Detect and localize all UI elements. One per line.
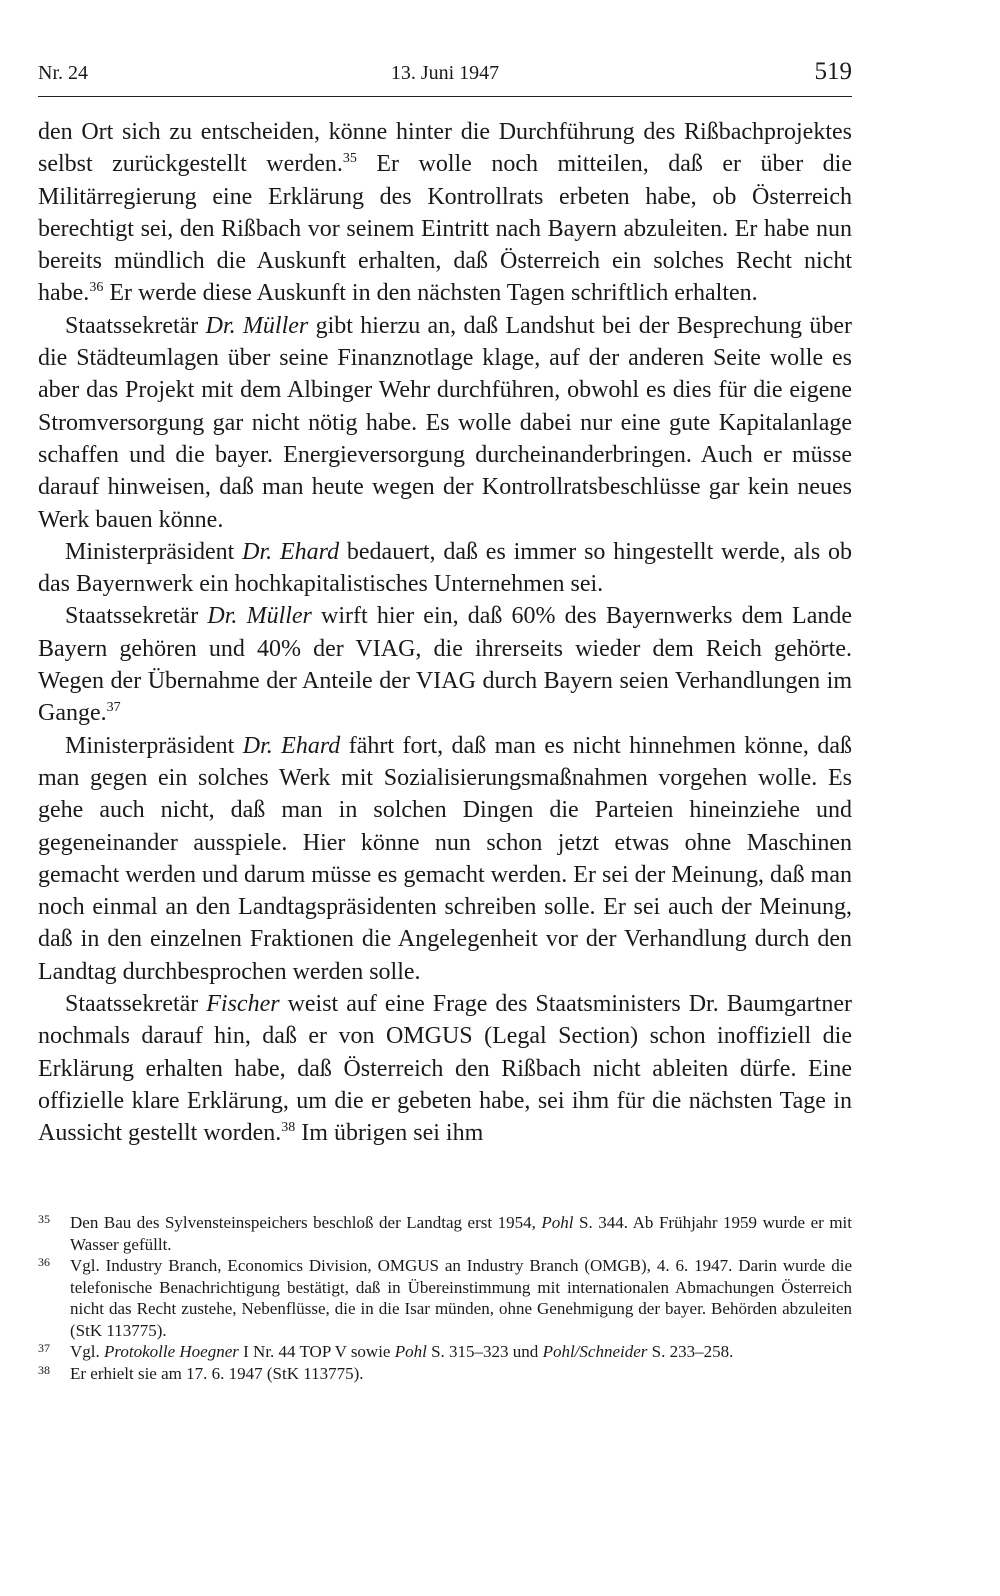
page-header [38,58,852,94]
footnote-35 [38,1212,852,1255]
speaker-name: Dr. Ehard [242,732,341,759]
footnote-36 [38,1255,852,1341]
paragraph-5 [38,730,852,988]
text: Vgl. Industry Branch, Economics Division, OMGUS an Industry Branch (OMGB), 4. 6. 1947. Darin wurde die telefonische Benachrichtigung bestätigt, daß in Übereinstimmung mit internationalen Abmachungen Österreich nicht das Recht zustehe, Nebenflüsse, die in die Isar münden, ohne Genehmigung der bayer. Behörden abzuleiten (StK 113775). [70,1256,852,1340]
speaker-name: Dr. Müller [207,603,312,630]
text: Er erhielt sie am 17. 6. 1947 (StK 113775). [70,1363,364,1383]
text: Staatssekretär [65,991,207,1018]
text: S. 344. Ab Frühjahr 1959 wurde er mit Wasser gefüllt. [70,1213,852,1254]
text: Im übrigen sei ihm [295,1120,484,1147]
footnote-ref-36[interactable]: 36 [89,280,104,296]
text: Er wolle noch mitteilen, daß er über die Militärregierung eine Erklärung des Kontrollrats erbeten habe, ob Österreich berechtigt sei, den Rißbach vor seinem Eintritt nach Bayern abzuleiten. Er habe nun bereits mündlich die Auskunft erhalten, daß Österreich ein solches Recht nicht habe. [38,151,852,307]
text: Staatssekretär [65,312,206,339]
text: S. 233–258. [647,1342,734,1361]
citation-author: Pohl/Schneider [542,1342,648,1361]
paragraph-6 [38,988,852,1149]
citation-author: Pohl [541,1213,574,1232]
footnote-38 [38,1363,852,1385]
text: Ministerpräsident [65,732,243,759]
footnote-37 [38,1341,852,1363]
text: I Nr. 44 TOP V sowie [238,1342,395,1361]
paragraph-4 [38,600,852,729]
citation-author: Pohl [394,1342,427,1361]
footnote-number: 36 [38,1255,50,1269]
footnote-ref-38[interactable]: 38 [281,1120,296,1136]
paragraph-3 [38,536,852,601]
text: Er werde diese Auskunft in den nächsten Tagen schriftlich erhalten. [103,280,758,307]
paragraph-2 [38,310,852,536]
text: weist auf eine Frage des Staatsministers Dr. Baumgartner nochmals darauf hin, daß er von OMGUS (Legal Section) schon inoffiziell die Erklärung erhalten habe, daß Österreich den Rißbach nicht ableiten dürfe. Eine offizielle klare Erklärung, um die er gebeten habe, sei ihm für die nächsten Tage in Aussicht gestellt worden. [38,991,852,1147]
footnote-number: 35 [38,1212,50,1226]
text: bedauert, daß es immer so hingestellt werde, als ob das Bayernwerk ein hochkapitalistisches Unternehmen sei. [38,538,852,598]
citation-title: Protokolle Hoegner [104,1342,239,1361]
text: wirft hier ein, daß 60% des Bayernwerks dem Lande Bayern gehören und 40% der VIAG, die ihrerseits wieder dem Reich gehörte. Wegen der Übernahme der Anteile der VIAG durch Bayern seien Verhandlungen im Gange. [38,603,852,727]
footnote-ref-37[interactable]: 37 [106,700,121,716]
footnote-number: 37 [38,1341,50,1355]
paragraph-1 [38,116,852,310]
text: den Ort sich zu entscheiden, könne hinter die Durchführung des Rißbachprojektes selbst zurückgestellt werden. [38,119,852,178]
text: gibt hierzu an, daß Landshut bei der Besprechung über die Städteumlagen über seine Finanznotlage klage, auf der anderen Seite wolle es aber das Projekt mit dem Albinger Wehr durchführen, obwohl es dies für die eigene Stromversorgung gar nicht nötig habe. Es wolle dabei nur eine gute Kapitalanlage schaffen und die bayer. Energieversorgung durcheinanderbringen. Auch er müsse darauf hinweisen, daß man heute wegen der Kontrollratsbeschlüsse gar kein neues Werk bauen könne. [38,312,852,533]
text: Ministerpräsident [65,538,243,565]
footnote-ref-35[interactable]: 35 [342,151,357,167]
text: S. 315–323 und [426,1342,543,1361]
text: Den Bau des Sylvensteinspeichers beschloß der Landtag erst 1954, [70,1213,542,1232]
page-number: 519 [814,58,852,85]
speaker-name: Dr. Ehard [242,538,340,565]
footnote-number: 38 [38,1362,50,1377]
text: fährt fort, daß man es nicht hinnehmen könne, daß man gegen ein solches Werk mit Sozialisierungsmaßnahmen vorgehen wolle. Es gehe auch nicht, daß man in solchen Dingen die Parteien hineinziehe und gegeneinander ausspiele. Hier könne nun schon jetzt etwas ohne Maschinen gemacht werden und darum müsse es gemacht werden. Er sei der Meinung, daß man noch einmal an den Landtagspräsidenten schreiben solle. Er sei auch der Meinung, daß in den einzelnen Fraktionen die Angelegenheit vor der Verhandlung durch den Landtag durchbesprochen werden solle. [38,732,853,985]
speaker-name: Fischer [206,991,280,1018]
footnotes [38,1212,852,1384]
main-text [38,116,852,1150]
speaker-name: Dr. Müller [205,312,309,339]
text: Staatssekretär [65,603,208,630]
text: Vgl. [70,1342,104,1361]
meeting-date: 13. Juni 1947 [390,62,500,84]
issue-number: Nr. 24 [38,62,88,84]
header-rule [38,96,852,97]
